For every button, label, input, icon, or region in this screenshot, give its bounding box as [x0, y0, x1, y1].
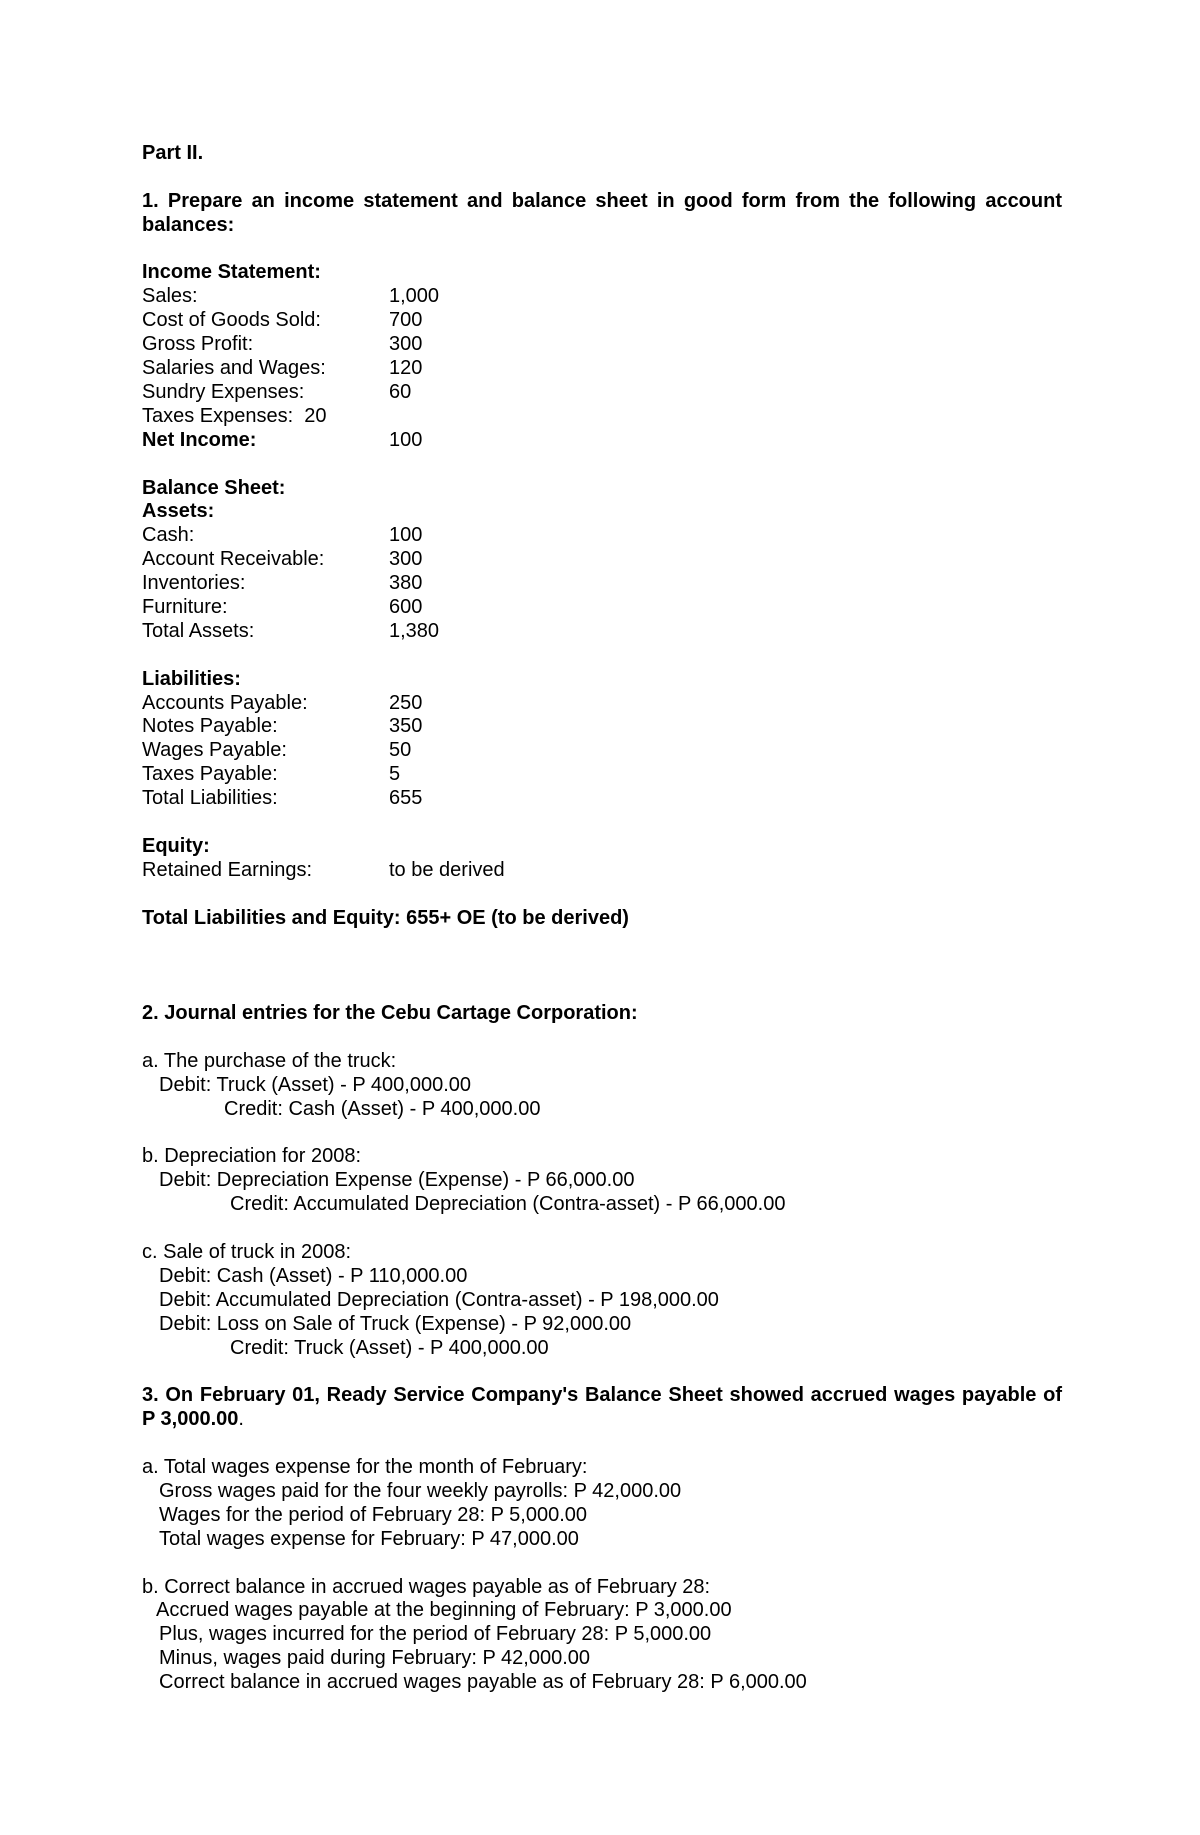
asset-row [142, 596, 1062, 620]
asset-row-value: 600 [389, 595, 423, 618]
q1-heading: 1. Prepare an income statement and balance sheet in good form from the following account balances: [142, 189, 1062, 236]
journal-debit-line: Debit: Loss on Sale of Truck (Expense) - P 92,000.00 [159, 1312, 632, 1335]
liability-row-value: 655 [389, 787, 423, 810]
asset-row-label: Total Assets: [142, 619, 255, 642]
part-heading: Part II. [142, 142, 204, 164]
liability-row-value: 50 [389, 739, 412, 762]
q3-a-line: Total wages expense for February: P 47,000.00 [159, 1527, 579, 1550]
assets-title: Assets: [142, 500, 215, 523]
journal-credit-line: Credit: Cash (Asset) - P 400,000.00 [224, 1097, 541, 1120]
net-income-row [142, 429, 1062, 453]
q2-b-title: b. Depreciation for 2008: [142, 1145, 362, 1168]
q3-heading-text: 3. On February 01, Ready Service Company's Balance Sheet showed accrued wages payable of P 3,000.00 [142, 1384, 1062, 1431]
liability-row [142, 715, 1062, 739]
income-statement-title: Income Statement: [142, 261, 321, 284]
liability-row [142, 692, 1062, 716]
journal-debit-line: Debit: Depreciation Expense (Expense) - P 66,000.00 [159, 1169, 635, 1192]
net-income-label: Net Income: [142, 428, 257, 451]
income-row [142, 381, 1062, 405]
liability-row-value: 350 [389, 715, 423, 738]
asset-row [142, 524, 1062, 548]
journal-debit-line: Debit: Truck (Asset) - P 400,000.00 [159, 1073, 472, 1096]
liability-row-value: 5 [389, 763, 401, 786]
liability-row-label: Notes Payable: [142, 715, 278, 738]
equity-row [142, 859, 1062, 883]
liability-row-label: Accounts Payable: [142, 691, 308, 714]
q3-b-title: b. Correct balance in accrued wages payable as of February 28: [142, 1575, 711, 1598]
income-row-value: 1,000 [389, 285, 440, 308]
income-row-value: 700 [389, 309, 423, 332]
q2-c-title: c. Sale of truck in 2008: [142, 1241, 352, 1264]
asset-row-label: Cash: [142, 524, 195, 547]
liability-row [142, 787, 1062, 811]
asset-row [142, 548, 1062, 572]
q3-b-line: Correct balance in accrued wages payable as of February 28: P 6,000.00 [159, 1671, 807, 1694]
liability-row [142, 763, 1062, 787]
asset-row-label: Inventories: [142, 572, 246, 595]
equity-row-label: Retained Earnings: [142, 858, 313, 881]
journal-debit-line: Debit: Cash (Asset) - P 110,000.00 [159, 1264, 468, 1287]
journal-credit-line: Credit: Truck (Asset) - P 400,000.00 [230, 1336, 549, 1359]
liabilities-title: Liabilities: [142, 667, 241, 690]
liability-row-label: Total Liabilities: [142, 787, 278, 810]
asset-row-label: Account Receivable: [142, 548, 325, 571]
asset-row-value: 380 [389, 572, 423, 595]
liability-row [142, 739, 1062, 763]
q2-a-title: a. The purchase of the truck: [142, 1049, 397, 1072]
liability-row-label: Taxes Payable: [142, 763, 278, 786]
income-row-value: 300 [389, 333, 423, 356]
journal-credit-line: Credit: Accumulated Depreciation (Contra-asset) - P 66,000.00 [230, 1193, 786, 1216]
income-row-value: 60 [389, 380, 412, 403]
asset-row-value: 1,380 [389, 619, 440, 642]
asset-row-value: 100 [389, 524, 423, 547]
q3-a-line: Wages for the period of February 28: P 5,000.00 [159, 1503, 588, 1526]
journal-debit-line: Debit: Accumulated Depreciation (Contra-asset) - P 198,000.00 [159, 1288, 719, 1311]
income-row [142, 333, 1062, 357]
asset-row [142, 620, 1062, 644]
equity-title: Equity: [142, 834, 210, 857]
balance-sheet-title: Balance Sheet: [142, 476, 286, 499]
income-row [142, 309, 1062, 333]
income-row [142, 357, 1062, 381]
q3-heading [142, 1384, 1062, 1432]
q3-b-line: Plus, wages incurred for the period of February 28: P 5,000.00 [159, 1623, 712, 1646]
income-row-label: Sales: [142, 285, 198, 308]
liability-row-value: 250 [389, 691, 423, 714]
net-income-value: 100 [389, 428, 423, 451]
q3-b-line: Minus, wages paid during February: P 42,000.00 [159, 1647, 591, 1670]
q2-heading: 2. Journal entries for the Cebu Cartage Corporation: [142, 1002, 638, 1025]
liability-row-label: Wages Payable: [142, 739, 287, 762]
income-row-label: Cost of Goods Sold: [142, 309, 321, 332]
total-liabilities-equity: Total Liabilities and Equity: 655+ OE (to be derived) [142, 906, 629, 929]
income-row [142, 285, 1062, 309]
equity-row-value: to be derived [389, 858, 505, 881]
document-body [142, 142, 1062, 1695]
income-row-label: Salaries and Wages: [142, 357, 326, 380]
income-row-label: Sundry Expenses: [142, 380, 305, 403]
asset-row-label: Furniture: [142, 595, 228, 618]
asset-row [142, 572, 1062, 596]
asset-row-value: 300 [389, 548, 423, 571]
income-row-label: Gross Profit: [142, 333, 254, 356]
taxes-expenses-line: Taxes Expenses: 20 [142, 404, 327, 427]
q3-b-line: Accrued wages payable at the beginning of February: P 3,000.00 [156, 1599, 732, 1622]
q3-heading-period: . [238, 1408, 244, 1431]
q3-a-line: Gross wages paid for the four weekly payrolls: P 42,000.00 [159, 1479, 682, 1502]
q3-a-title: a. Total wages expense for the month of February: [142, 1456, 588, 1479]
income-row-value: 120 [389, 357, 423, 380]
